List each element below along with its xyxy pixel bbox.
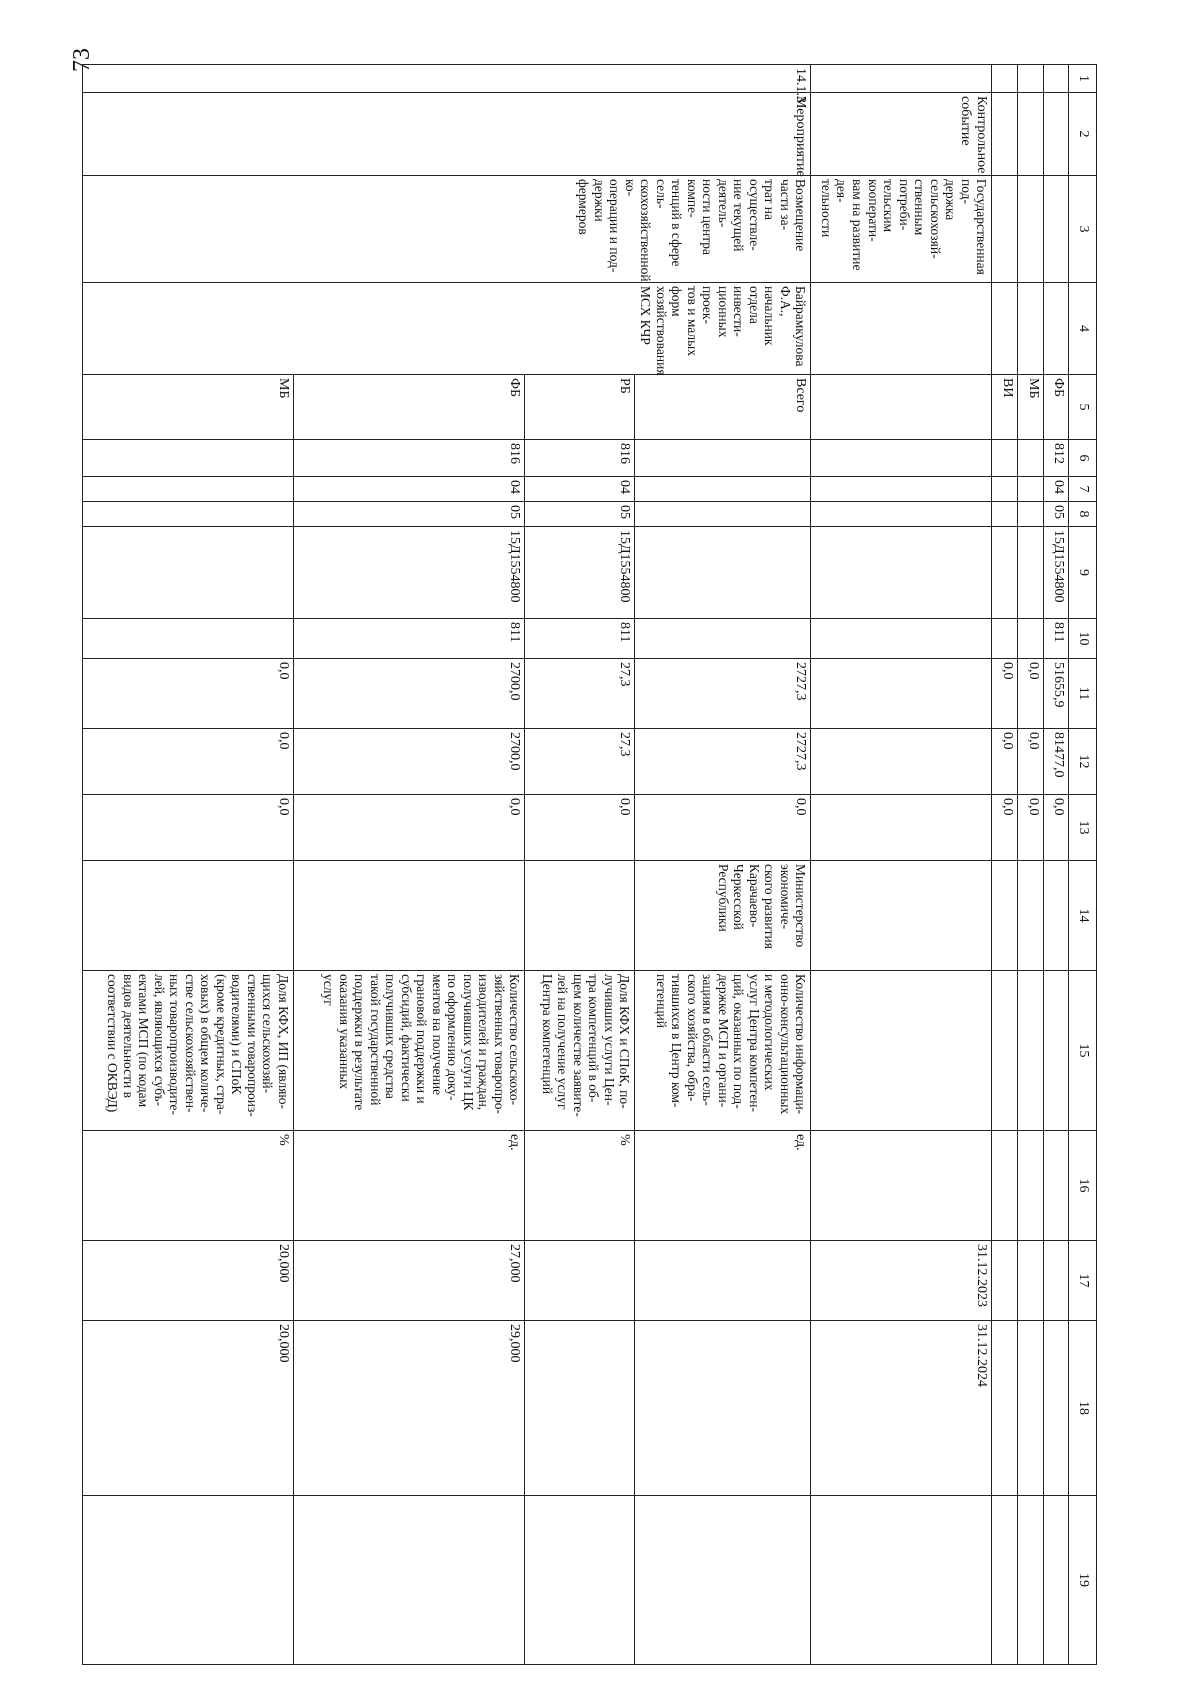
indicator-value — [525, 1241, 635, 1321]
row-name: Возмещение части за- трат на осуществле- ние текущей деятель- ности центра компе- тенций в сфере сель- скохозяйственной ко- операции и под- держки фермеров — [83, 176, 811, 283]
column-header: 1 — [1069, 65, 1097, 93]
column-number-row — [1069, 65, 1097, 1665]
cell-value: 0,0 — [1017, 795, 1043, 861]
cell-value: 0,0 — [83, 795, 294, 861]
cell-value: 0,0 — [83, 659, 294, 729]
executor: Министерство экономиче- ского развития Карачаево- Черкесской Республики — [635, 861, 811, 971]
measure-number: 14.1.3 — [83, 65, 811, 93]
cell-value: 2700,0 — [293, 659, 524, 729]
cell-value: 15Д1554800 — [1043, 527, 1069, 619]
cell-value: 0,0 — [992, 659, 1018, 729]
column-header: 12 — [1069, 729, 1097, 795]
cell-value — [992, 502, 1018, 527]
cell-value: 0,0 — [83, 729, 294, 795]
column-header: 6 — [1069, 440, 1097, 477]
indicator-value: 20,000 — [83, 1321, 294, 1496]
funding-source: ВИ — [992, 375, 1018, 440]
cell-value: 811 — [525, 619, 635, 659]
cell-value: 81477,0 — [1043, 729, 1069, 795]
cell-value: 27,3 — [525, 659, 635, 729]
funding-source: МБ — [1017, 375, 1043, 440]
column-header: 11 — [1069, 659, 1097, 729]
cell-value: 04 — [525, 477, 635, 502]
funding-source: МБ — [83, 375, 294, 440]
rotated-table — [82, 64, 1097, 1664]
cell-value — [635, 440, 811, 477]
unit: % — [83, 1131, 294, 1241]
cell-value: 05 — [1043, 502, 1069, 527]
indicator-value: 20,000 — [83, 1241, 294, 1321]
cell-value: 2700,0 — [293, 729, 524, 795]
column-header: 9 — [1069, 527, 1097, 619]
responsible-person: Байрамкулова Ф.А., начальник отдела инвести- ционных проек- тов и малых форм хозяйствования МСХ КЧР — [83, 283, 811, 375]
cell-value: 811 — [293, 619, 524, 659]
cell-value: 816 — [525, 440, 635, 477]
funding-row — [1017, 65, 1043, 1665]
cell-value — [635, 527, 811, 619]
column-header: 3 — [1069, 176, 1097, 283]
cell-value: 0,0 — [1017, 659, 1043, 729]
indicator-name: Доля КФХ, ИП (являю- щихся сельскохозяй- ственными товаропроиз- водителями) и СПоК (кроме кредитных, стра- ховых) в общем количе- стве сельскохозяйствен- ных товаропроизводите- лей, являющихся субъ- ектами МСП (по кодам видов деятельности в соответствии с ОКВЭД) — [83, 971, 294, 1131]
cell-value: 51655,9 — [1043, 659, 1069, 729]
column-header: 7 — [1069, 477, 1097, 502]
cell-value — [992, 477, 1018, 502]
cell-value: 2727,3 — [635, 729, 811, 795]
indicator-value — [635, 1321, 811, 1496]
cell-value: 0,0 — [992, 729, 1018, 795]
cell-value: 15Д1554800 — [293, 527, 524, 619]
cell-value: 816 — [293, 440, 524, 477]
cell-value — [1017, 477, 1043, 502]
cell-value — [992, 440, 1018, 477]
funding-source: Всего — [635, 375, 811, 440]
indicator-value: 27,000 — [293, 1241, 524, 1321]
executor — [293, 861, 524, 971]
funding-row — [1043, 65, 1069, 1665]
column-header: 5 — [1069, 375, 1097, 440]
column-header: 14 — [1069, 861, 1097, 971]
column-header: 17 — [1069, 1241, 1097, 1321]
cell-value — [1017, 619, 1043, 659]
indicator-name: Количество сельскохо- зяйственных товаропро- изводителей и граждан, получивших услуги ЦК по оформлению доку- ментов на получение грановой поддержки и субсидий, фактически получивших средства такой государственной поддержки в результате оказания указанных услуг — [293, 971, 524, 1131]
cell-value: 15Д1554800 — [525, 527, 635, 619]
cell-value: 0,0 — [1017, 729, 1043, 795]
cell-value — [1017, 440, 1043, 477]
column-header: 4 — [1069, 283, 1097, 375]
funding-source: РБ — [525, 375, 635, 440]
date-start: 31.12.2023 — [811, 1241, 992, 1321]
cell-value: 05 — [293, 502, 524, 527]
indicator-name: Доля КФХ и СПоК, по- лучивших услуги Цен- тра компетенций в об- щем количестве заявите- лей на получение услуг Центра компетенций — [525, 971, 635, 1131]
cell-value — [635, 502, 811, 527]
funding-source: ФБ — [1043, 375, 1069, 440]
cell-value: 812 — [1043, 440, 1069, 477]
unit: % — [525, 1131, 635, 1241]
unit: ед. — [293, 1131, 524, 1241]
unit: ед. — [635, 1131, 811, 1241]
column-header: 18 — [1069, 1321, 1097, 1496]
cell-value: 04 — [1043, 477, 1069, 502]
cell-value — [83, 619, 294, 659]
cell-value: 04 — [293, 477, 524, 502]
cell-value — [635, 477, 811, 502]
cell-value: 05 — [525, 502, 635, 527]
executor — [83, 861, 294, 971]
funding-row — [992, 65, 1018, 1665]
program-table — [82, 64, 1097, 1665]
cell-value — [635, 619, 811, 659]
funding-source: ФБ — [293, 375, 524, 440]
control-event-row — [811, 65, 992, 1665]
cell-value: 0,0 — [293, 795, 524, 861]
rotated-table-wrapper — [82, 64, 1097, 1664]
cell-value: 0,0 — [525, 795, 635, 861]
cell-value: 2727,3 — [635, 659, 811, 729]
page-number: 73 — [69, 48, 95, 72]
indicator-value — [525, 1321, 635, 1496]
cell-value: 0,0 — [635, 795, 811, 861]
column-header: 15 — [1069, 971, 1097, 1131]
row-type: Мероприятие — [83, 93, 811, 176]
executor — [525, 861, 635, 971]
row-name: Государственная под- держка сельскохозяй- ственным потреби- тельским кооперати- вам на развитие дея- тельности — [811, 176, 992, 283]
date-end: 31.12.2024 — [811, 1321, 992, 1496]
indicator-value: 29,000 — [293, 1321, 524, 1496]
column-header: 2 — [1069, 93, 1097, 176]
column-header: 10 — [1069, 619, 1097, 659]
column-header: 19 — [1069, 1496, 1097, 1665]
cell-value: 811 — [1043, 619, 1069, 659]
column-header: 16 — [1069, 1131, 1097, 1241]
cell-value — [1017, 502, 1043, 527]
cell-value — [83, 527, 294, 619]
cell-value — [83, 440, 294, 477]
cell-value: 0,0 — [992, 795, 1018, 861]
cell-value — [83, 502, 294, 527]
cell-value — [992, 527, 1018, 619]
column-header: 8 — [1069, 502, 1097, 527]
cell-value — [1017, 527, 1043, 619]
indicator-name: Количество информаци- онно-консультационных и методологических услуг Центра компетен- ций, оказанных по под- держке МСП и органи- зациям в области сель- ского хозяйства, обра- тившихся в Центр ком- петенций — [635, 971, 811, 1131]
row-type: Контрольное событие — [811, 93, 992, 176]
cell-value — [992, 619, 1018, 659]
column-header: 13 — [1069, 795, 1097, 861]
cell-value: 27,3 — [525, 729, 635, 795]
cell-value — [83, 477, 294, 502]
cell-value: 0,0 — [1043, 795, 1069, 861]
measure-row — [635, 65, 811, 1665]
indicator-value — [635, 1241, 811, 1321]
